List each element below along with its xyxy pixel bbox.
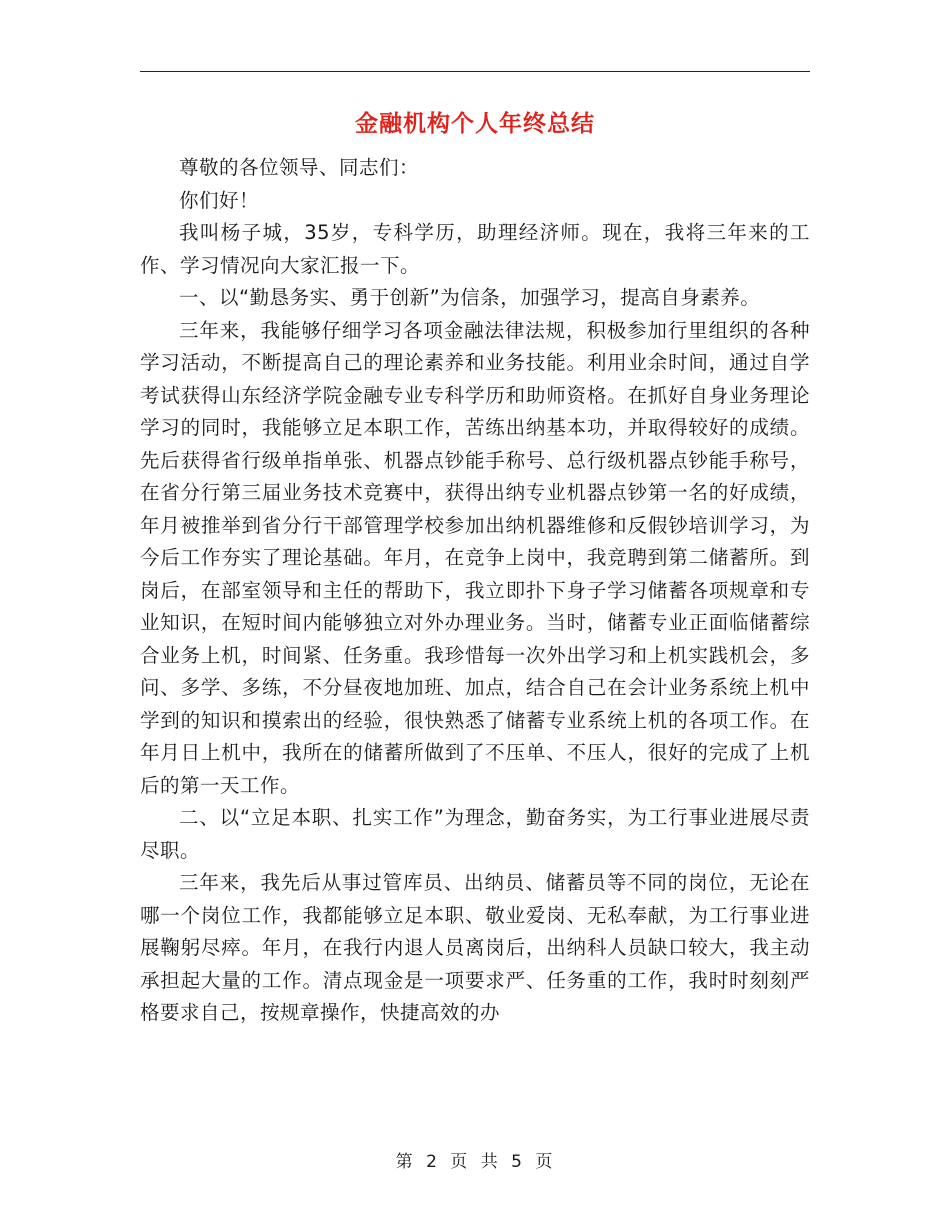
greeting: 你们好！ [179,188,260,212]
section-heading-2: 二、以“立足本职、扎实工作”为理念，勤奋务实，为工行事业进展尽责尽职。 [140,806,810,862]
document-title: 金融机构个人年终总结 [355,111,595,137]
header-rule [140,71,810,72]
section-heading-1: 一、以“勤恳务实、勇于创新”为信条，加强学习，提高自身素养。 [179,286,761,309]
page-number: 第 2 页 共 5 页 [395,1152,555,1172]
salutation: 尊敬的各位领导、同志们： [179,156,420,179]
document-body [140,152,810,1030]
body-paragraph: 我叫杨子城，35岁，专科学历，助理经济师。现在，我将三年来的工作、学习情况向大家汇报一下。 [140,221,810,277]
body-paragraph: 三年来，我能够仔细学习各项金融法律法规，积极参加行里组织的各种学习活动，不断提高自己的理论素养和业务技能。利用业余时间，通过自学考试获得山东经济学院金融专业专科学历和助师资格。在抓好自身业务理论学习的同时，我能够立足本职工作，苦练出纳基本功，并取得较好的成绩。先后获得省行级单指单张、机器点钞能手称号、总行级机器点钞能手称号，在省分行第三届业务技术竞赛中，获得出纳专业机器点钞第一名的好成绩，年月被推举到省分行干部管理学校参加出纳机器维修和反假钞培训学习，为今后工作夯实了理论基础。年月，在竞争上岗中，我竞聘到第二储蓄所。到岗后，在部室领导和主任的帮助下，我立即扑下身子学习储蓄各项规章和专业知识，在短时间内能够独立对外办理业务。当时，储蓄专业正面临储蓄综合业务上机，时间紧、任务重。我珍惜每一次外出学习和上机实践机会，多问、多学、多练，不分昼夜地加班、加点，结合自己在会计业务系统上机中学到的知识和摸索出的经验，很快熟悉了储蓄专业系统上机的各项工作。在年月日上机中，我所在的储蓄所做到了不压单、不压人，很好的完成了上机后的第一天工作。 [140,318,810,797]
body-paragraph: 三年来，我先后从事过管库员、出纳员、储蓄员等不同的岗位，无论在哪一个岗位工作，我都能够立足本职、敬业爱岗、无私奉献，为工行事业进展鞠躬尽瘁。年月，在我行内退人员离岗后，出纳科人员缺口较大，我主动承担起大量的工作。清点现金是一项要求严、任务重的工作，我时时刻刻严格要求自己，按规章操作，快捷高效的办 [140,871,810,1024]
